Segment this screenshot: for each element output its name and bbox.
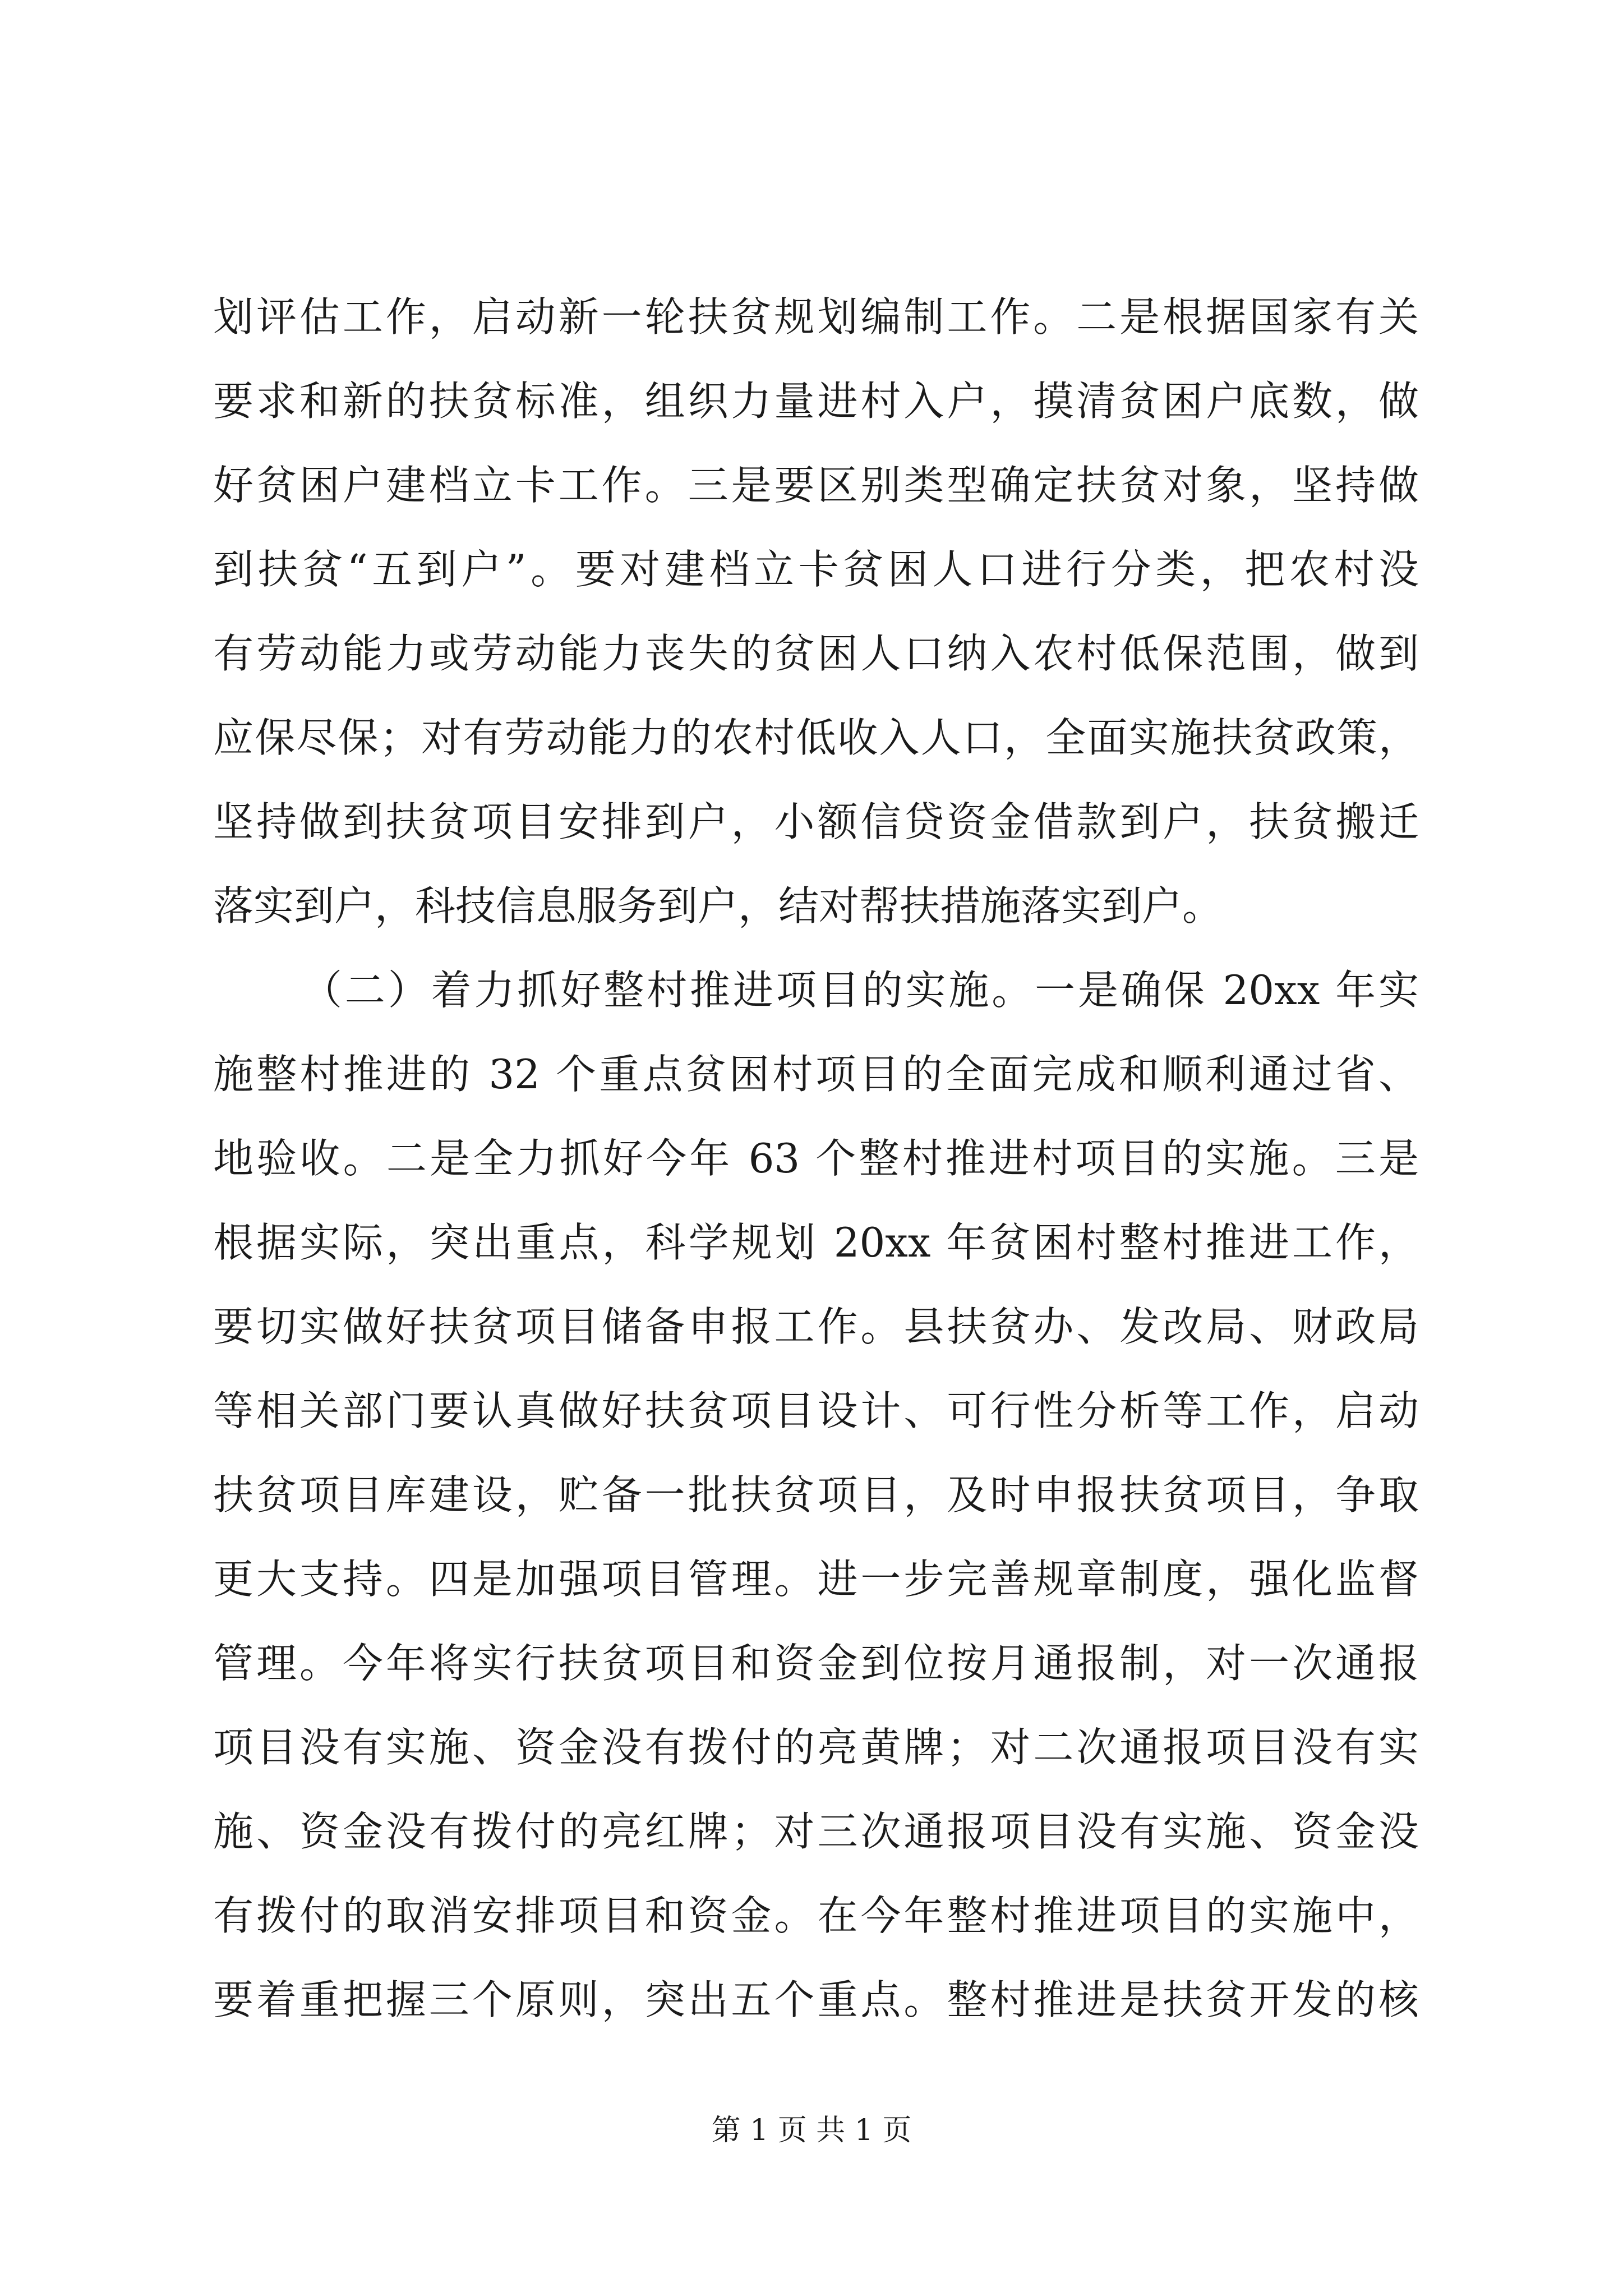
paragraph-2-line: 施、资金没有拨付的亮红牌；对三次通报项目没有实施、资金没 bbox=[213, 1808, 1419, 1855]
paragraph-1-line: 坚持做到扶贫项目安排到户，小额信贷资金借款到户，扶贫搬迁 bbox=[213, 798, 1419, 845]
paragraph-1-line: 划评估工作，启动新一轮扶贫规划编制工作。二是根据国家有关 bbox=[213, 293, 1419, 341]
paragraph-2-line: 有拨付的取消安排项目和资金。在今年整村推进项目的实施中， bbox=[213, 1892, 1419, 1939]
paragraph-2-line: 管理。今年将实行扶贫项目和资金到位按月通报制，对一次通报 bbox=[213, 1640, 1419, 1687]
paragraph-1-line: 有劳动能力或劳动能力丧失的贫困人口纳入农村低保范围，做到 bbox=[213, 630, 1419, 677]
paragraph-1-line: 到扶贫“五到户”。要对建档立卡贫困人口进行分类，把农村没 bbox=[213, 546, 1419, 593]
paragraph-2-line: 地验收。二是全力抓好今年 63 个整村推进村项目的实施。三是 bbox=[213, 1135, 1419, 1182]
paragraph-2-line: 施整村推进的 32 个重点贫困村项目的全面完成和顺利通过省、 bbox=[213, 1051, 1419, 1098]
paragraph-2-line: 要着重把握三个原则，突出五个重点。整村推进是扶贫开发的核 bbox=[213, 1976, 1419, 2023]
paragraph-1-line: 应保尽保；对有劳动能力的农村低收入人口，全面实施扶贫政策， bbox=[213, 714, 1419, 761]
paragraph-2-line: 等相关部门要认真做好扶贫项目设计、可行性分析等工作，启动 bbox=[213, 1387, 1419, 1434]
paragraph-2-line: 要切实做好扶贫项目储备申报工作。县扶贫办、发改局、财政局 bbox=[213, 1303, 1419, 1350]
paragraph-2-line: 更大支持。四是加强项目管理。进一步完善规章制度，强化监督 bbox=[213, 1556, 1419, 1603]
paragraph-2-line: （二）着力抓好整村推进项目的实施。一是确保 20xx 年实 bbox=[302, 967, 1419, 1014]
paragraph-2-line: 扶贫项目库建设，贮备一批扶贫项目，及时申报扶贫项目，争取 bbox=[213, 1471, 1419, 1519]
body-text bbox=[213, 275, 1419, 2042]
paragraph-1-line: 落实到户，科技信息服务到户，结对帮扶措施落实到户。 bbox=[213, 882, 1223, 930]
paragraph-2-line: 根据实际，突出重点，科学规划 20xx 年贫困村整村推进工作， bbox=[213, 1219, 1419, 1266]
paragraph-1-line: 要求和新的扶贫标准，组织力量进村入户，摸清贫困户底数，做 bbox=[213, 378, 1419, 425]
page-footer: 第 1 页 共 1 页 bbox=[711, 2114, 912, 2147]
paragraph-2-line: 项目没有实施、资金没有拨付的亮黄牌；对二次通报项目没有实 bbox=[213, 1724, 1419, 1771]
paragraph-1-line: 好贫困户建档立卡工作。三是要区别类型确定扶贫对象，坚持做 bbox=[213, 462, 1419, 509]
